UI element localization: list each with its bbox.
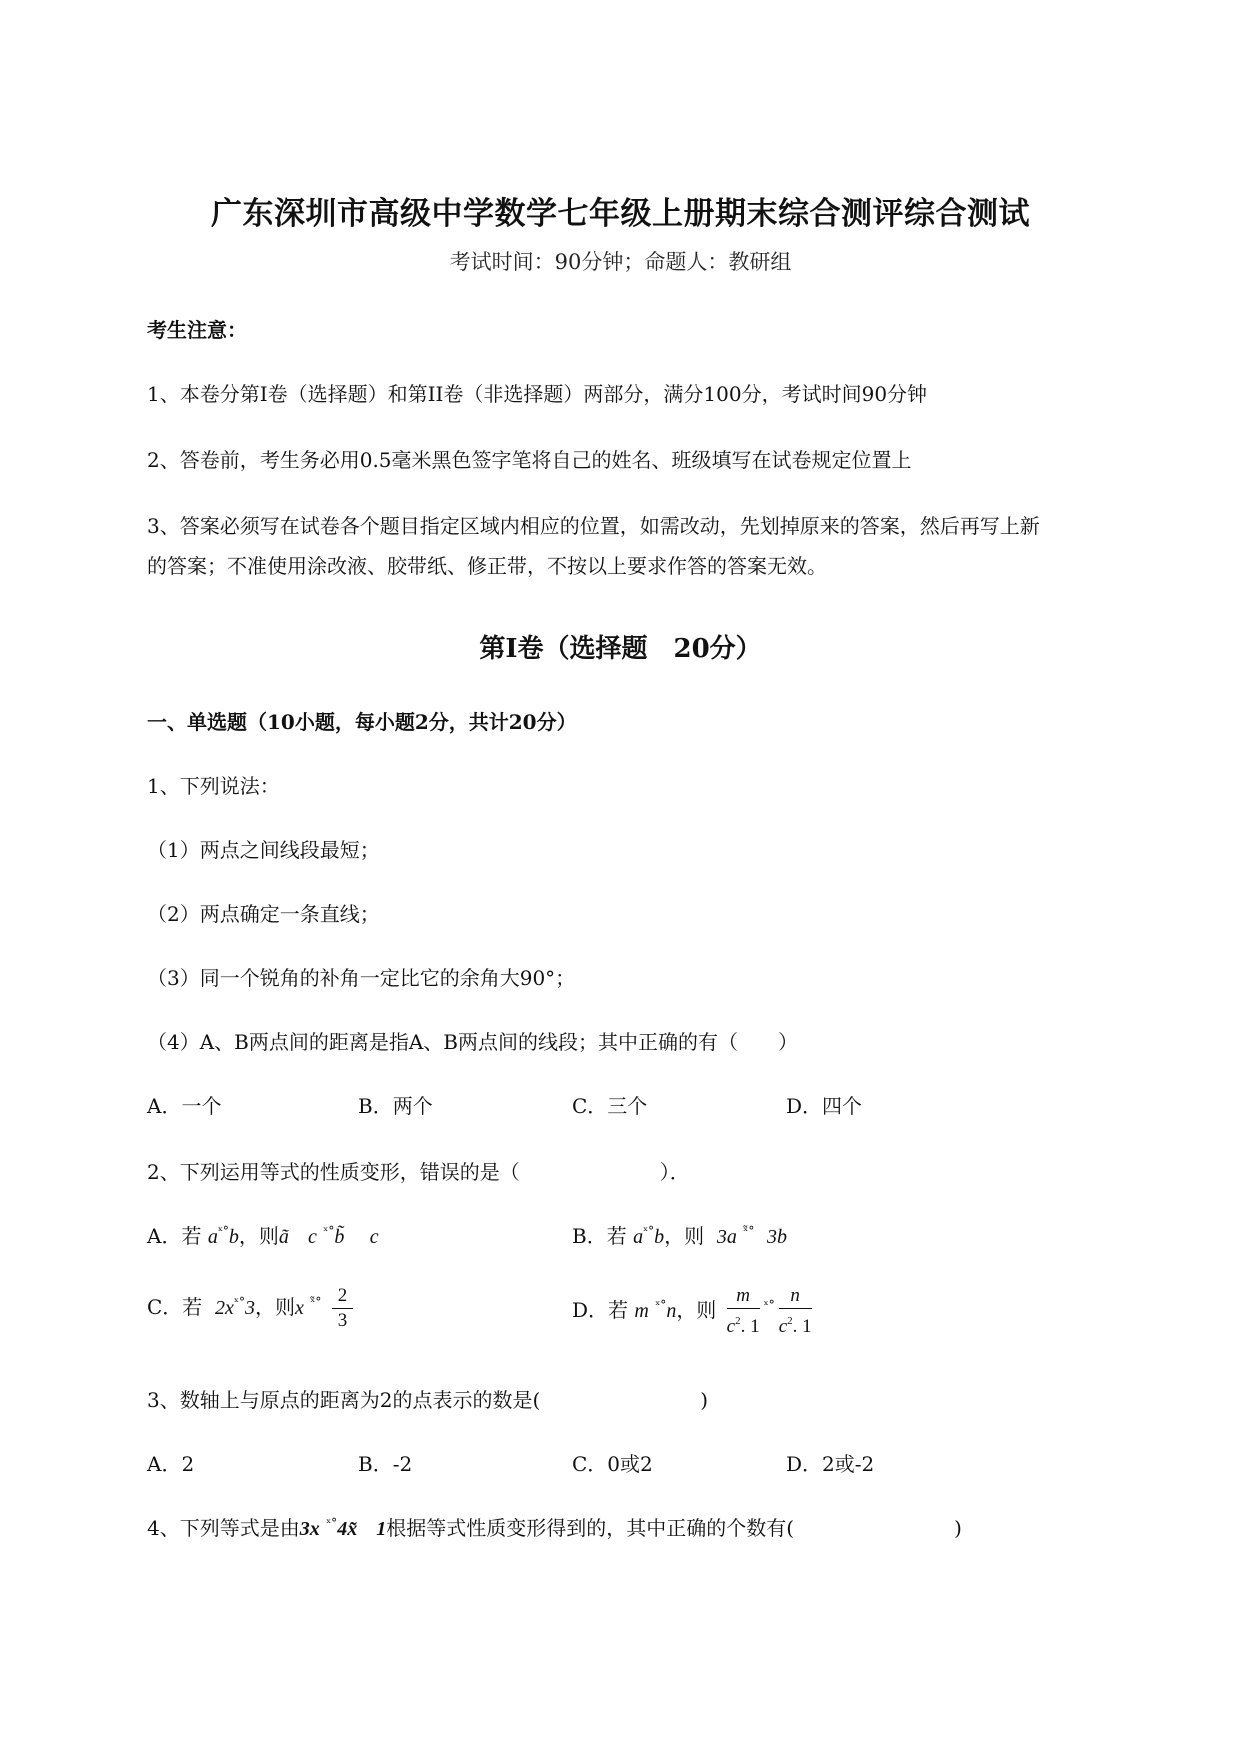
q2-a-mid: ，则 <box>238 1224 279 1248</box>
q2-a-label: A．若 <box>147 1224 202 1248</box>
notice-line-1: 1、本卷分第I卷（选择题）和第II卷（非选择题）两部分，满分100分，考试时间90分钟 <box>147 382 928 406</box>
q1-stem: 1、下列说法： <box>147 774 280 798</box>
q2-option-b <box>572 1220 787 1249</box>
q2-d-denominator-2 <box>779 1309 812 1339</box>
q2-d-numerator-1: m <box>727 1284 760 1309</box>
q4-glyph1: ˣ° <box>326 1516 338 1530</box>
q2-a-m6: c <box>369 1226 379 1248</box>
q4-m1: 3x <box>299 1518 320 1540</box>
q2-a-m2: b <box>228 1226 239 1248</box>
q2-d-denominator-1 <box>727 1309 760 1339</box>
q1-option-a: A．一个 <box>147 1094 222 1118</box>
q2-option-c <box>147 1284 357 1333</box>
q2-c-mid: ，则 <box>255 1295 296 1319</box>
q2-d-glyph1: ˣ° <box>655 1298 667 1312</box>
q2-b-m4: 3b <box>767 1226 788 1248</box>
q4-pre: 4、下列等式是由 <box>147 1516 300 1540</box>
q2-c-glyph2: ˣ̃° <box>310 1295 322 1309</box>
q2-c-numerator: 2 <box>332 1284 354 1309</box>
q3-option-d: D．2或-2 <box>786 1452 875 1476</box>
q1-item-1: （1）两点之间线段最短； <box>147 838 380 862</box>
q2-d-mid: ，则 <box>676 1298 717 1322</box>
q2-d-den2-sup: 2 <box>787 1315 793 1327</box>
q2-a-m3: ã <box>278 1226 289 1248</box>
q2-d-den1-sup: 2 <box>735 1315 741 1327</box>
q4-stem <box>147 1512 962 1541</box>
q2-d-den2-rest: . 1 <box>792 1316 812 1337</box>
q2-a-m1: a <box>207 1226 218 1248</box>
q1-item-2: （2）两点确定一条直线； <box>147 902 380 926</box>
q2-b-m1: a <box>633 1226 644 1248</box>
q1-item-3: （3）同一个锐角的补角一定比它的余角大90°； <box>147 966 576 990</box>
q2-d-fraction-2 <box>779 1284 812 1339</box>
q2-c-m3: x <box>295 1297 304 1319</box>
q1-item-4: （4）A、B两点间的距离是指A、B两点间的线段；其中正确的有（ ） <box>147 1030 799 1054</box>
q2-stem: 2、下列运用等式的性质变形，错误的是（ ）． <box>147 1160 690 1184</box>
q3-option-a: A．2 <box>147 1452 195 1476</box>
q1-option-d: D．四个 <box>786 1094 863 1118</box>
q2-d-fraction-1 <box>727 1284 760 1339</box>
exam-info: 考试时间：90分钟；命题人：教研组 <box>449 250 792 274</box>
q3-stem: 3、数轴上与原点的距离为2的点表示的数是( ) <box>147 1388 709 1412</box>
q2-d-numerator-2: n <box>779 1284 812 1309</box>
q2-c-denominator: 3 <box>337 1310 348 1331</box>
q2-c-fraction <box>332 1284 354 1333</box>
notice-line-3-cont: 的答案；不准使用涂改液、胶带纸、修正带，不按以上要求作答的答案无效。 <box>147 554 827 578</box>
q2-option-d <box>572 1284 816 1339</box>
q3-option-b: B．-2 <box>358 1452 413 1476</box>
q2-b-glyph1: ˣ° <box>643 1224 655 1238</box>
q2-b-mid: ，则 <box>664 1224 705 1248</box>
q2-a-glyph1: ˣ° <box>217 1224 229 1238</box>
q2-a-m4: c <box>307 1226 317 1248</box>
q4-post: 根据等式性质变形得到的，其中正确的个数有( ) <box>386 1516 962 1540</box>
q2-d-label: D．若 <box>572 1298 629 1322</box>
q2-d-m2: n <box>666 1300 677 1322</box>
q1-option-b: B．两个 <box>358 1094 433 1118</box>
q2-c-glyph1: ˣ° <box>233 1295 246 1309</box>
q3-option-c: C．0或2 <box>572 1452 653 1476</box>
q2-option-a <box>147 1220 379 1249</box>
q2-c-m1: 2x <box>215 1297 234 1319</box>
q4-m3: 1 <box>376 1518 387 1540</box>
subsection-title: 一、单选题（10小题，每小题2分，共计20分） <box>147 710 577 734</box>
notice-line-2: 2、答卷前，考生务必用0.5毫米黑色签字笔将自己的姓名、班级填写在试卷规定位置上 <box>147 448 912 472</box>
q4-m2: 4x̃ <box>337 1518 358 1540</box>
section-title: 第I卷（选择题 20分） <box>479 634 762 664</box>
q2-a-glyph2: ˣ° <box>323 1224 335 1238</box>
q2-a-m5: b̃ <box>334 1226 345 1248</box>
q2-b-m3: 3a <box>716 1226 737 1248</box>
notice-line-3: 3、答案必须写在试卷各个题目指定区域内相应的位置，如需改动，先划掉原来的答案，然后再写上新 <box>147 514 1040 538</box>
notice-heading: 考生注意： <box>147 318 247 342</box>
q2-d-den2-c: c <box>778 1316 788 1337</box>
q2-c-m2: 3 <box>245 1297 256 1319</box>
q2-d-den1-c: c <box>726 1316 736 1337</box>
q2-d-glyph2: ˣ° <box>763 1298 775 1312</box>
q2-b-m2: b <box>654 1226 665 1248</box>
q2-c-label: C．若 <box>147 1295 203 1319</box>
q2-b-label: B．若 <box>572 1224 627 1248</box>
q2-d-m1: m <box>634 1300 649 1322</box>
page-title: 广东深圳市高级中学数学七年级上册期末综合测评综合测试 <box>211 196 1030 232</box>
q2-d-den1-rest: . 1 <box>740 1316 760 1337</box>
q2-b-glyph2: ˣ̃° <box>743 1224 755 1238</box>
q1-option-c: C．三个 <box>572 1094 648 1118</box>
